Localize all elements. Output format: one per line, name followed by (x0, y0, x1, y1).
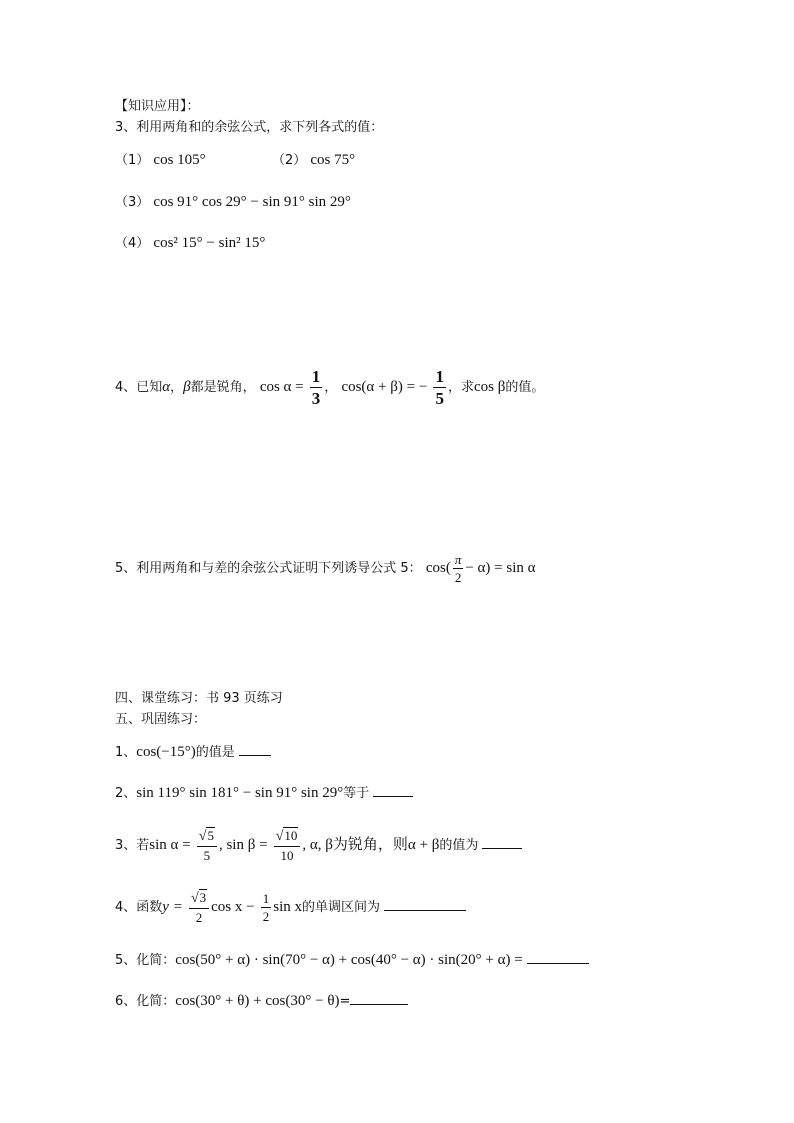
section-knowledge-heading: 【知识应用】： (115, 99, 200, 114)
fraction-one-fifth: $\frac{1}{5}$ (435, 367, 444, 408)
expr-cos2-sin2: cos² 15° − sin² 15° (153, 235, 266, 251)
fraction-one-half: $\frac{1}{2}$ (262, 891, 270, 924)
question-3-items-row1 (115, 150, 355, 171)
exercise-2: 2、sin 119° sin 181° − sin 91° sin 29°等于 (115, 783, 413, 804)
answer-blank[interactable] (350, 1004, 408, 1005)
question-5: 5、利用两角和与差的余弦公式证明下列诱导公式 5： cos( $\frac{\pi}{2}$ − α) = sin α (115, 552, 536, 585)
answer-blank[interactable] (527, 963, 589, 964)
exercise-6: 6、化简：cos(30° + θ) + cos(30° − θ)= (115, 991, 408, 1012)
question-3: 3、利用两角和的余弦公式，求下列各式的值： (115, 120, 384, 135)
expr-cos91cos29: cos 91° cos 29° − sin 91° sin 29° (153, 194, 351, 210)
exercise-3: 3、若sin α = $\frac{√5}{5}$ , sin β = $\frac{√10}{10}$ , α, β为锐角，则α + β的值为 (115, 824, 522, 867)
item-label: （1） (115, 153, 150, 168)
fraction-one-third: $\frac{1}{3}$ (311, 367, 321, 408)
section-5-heading: 五、巩固练习： (115, 712, 207, 727)
fraction-sqrt3-over-2: $\frac{√3}{2}$ (189, 891, 209, 924)
question-3-item4 (115, 233, 265, 254)
expr-cos105: cos 105° (153, 152, 206, 168)
exercise-5: 5、化简：cos(50° + α) · sin(70° − α) + cos(40° − α) · sin(20° + α) = (115, 950, 589, 971)
exercise-1: 1、cos(−15°)的值是 (115, 742, 271, 763)
answer-blank[interactable] (373, 796, 413, 797)
answer-blank[interactable] (482, 848, 522, 849)
fraction-pi-over-2: $\frac{\pi}{2}$ (454, 552, 462, 585)
section-4-heading: 四、课堂练习：书 93 页练习 (115, 691, 283, 706)
question-3-item3 (115, 192, 351, 213)
item-label: （3） (115, 195, 150, 210)
cos-alpha-plus-beta: cos(α + β) = − (341, 379, 428, 395)
cos-alpha: cos α = (259, 379, 304, 395)
item-label: （4） (115, 236, 150, 251)
item-label: （2） (271, 153, 307, 168)
expr-cos75: cos 75° (310, 152, 356, 168)
answer-blank[interactable] (239, 755, 271, 756)
fraction-sqrt10-over-10: $\frac{√10}{10}$ (274, 829, 301, 862)
question-4: 4、已知α，β都是锐角， cos α = $\frac{1}{3}$ ， cos(α + β) = − $\frac{1}{5}$ ，求cos β的值。 (115, 367, 545, 408)
answer-blank[interactable] (384, 910, 466, 911)
exercise-4: 4、函数y = $\frac{√3}{2}$ cos x − $\frac{1}{2}$ sin x的单调区间为 (115, 886, 466, 929)
fraction-sqrt5-over-5: $\frac{√5}{5}$ (197, 829, 217, 862)
